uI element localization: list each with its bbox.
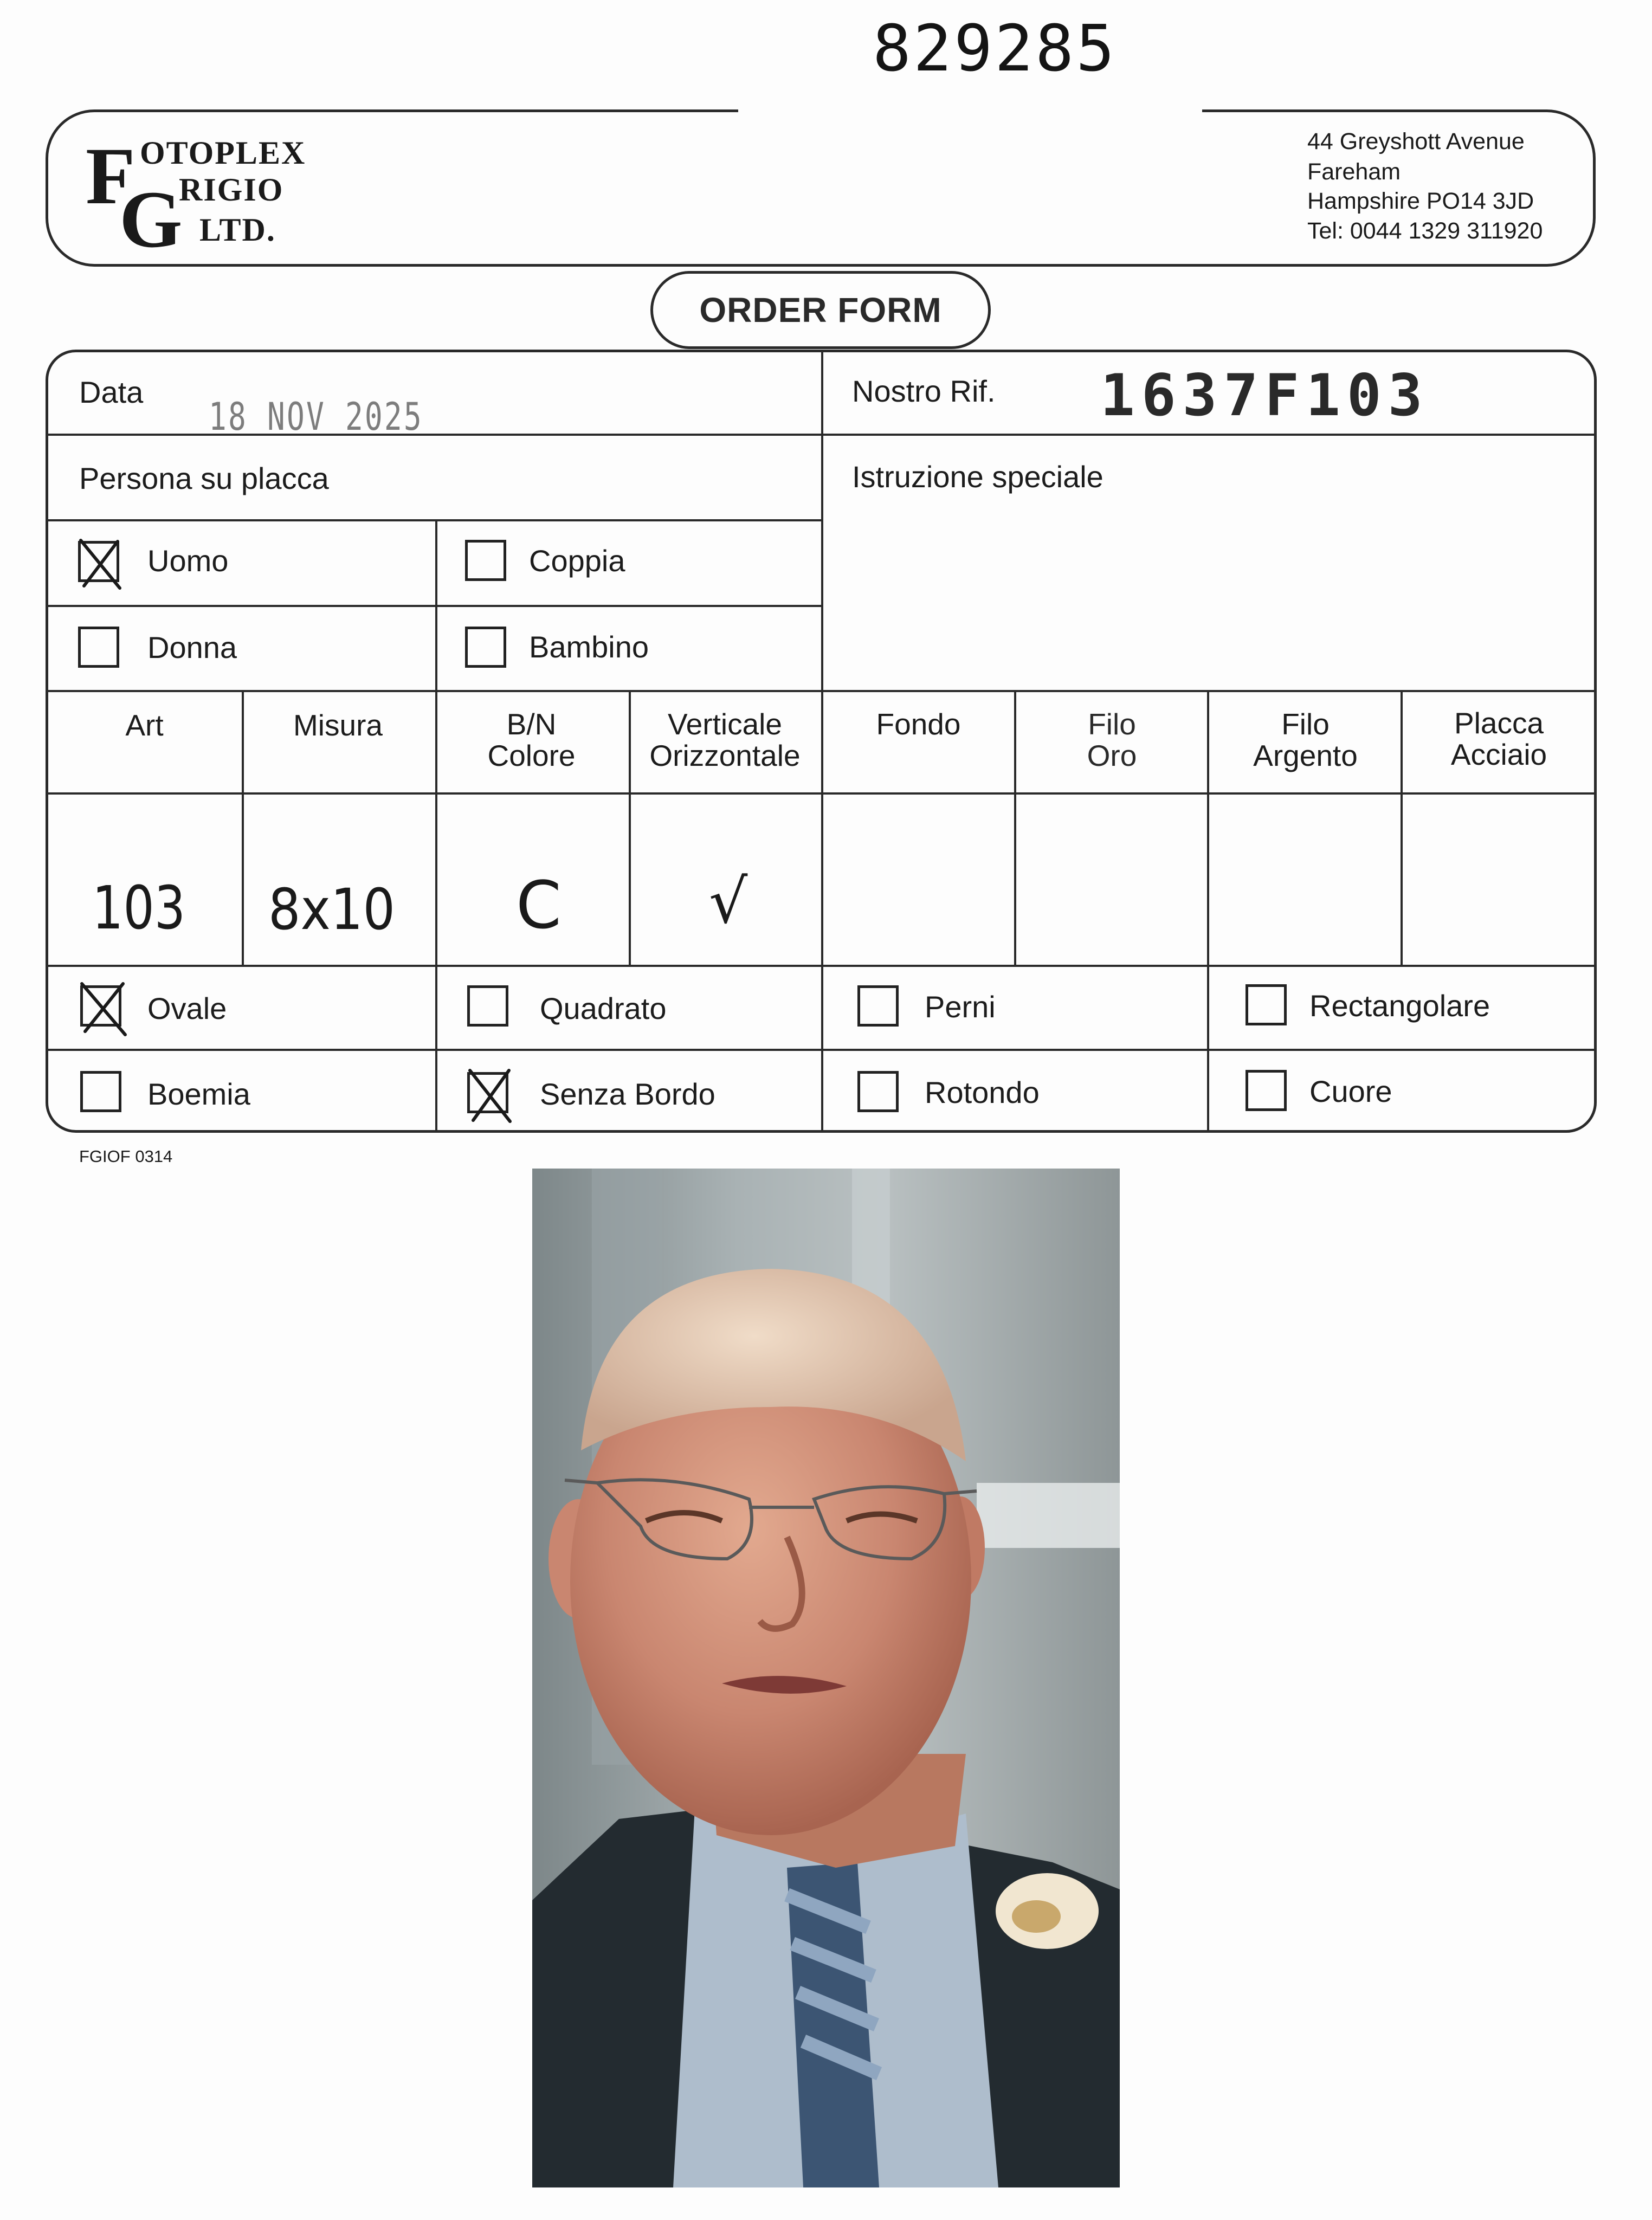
- person-label: Persona su placca: [79, 461, 329, 495]
- donna-label: Donna: [147, 630, 237, 664]
- date-stamp: 18 NOV 2025: [209, 395, 423, 439]
- rectangolare-checkbox[interactable]: [1246, 984, 1287, 1025]
- check-x-icon: [78, 980, 130, 1037]
- reference-label: Nostro Rif.: [852, 374, 996, 408]
- address-telephone: Tel: 0044 1329 311920: [1307, 218, 1543, 244]
- ovale-label: Ovale: [147, 991, 227, 1025]
- rotondo-checkbox[interactable]: [857, 1071, 899, 1112]
- column-header-filo-oro: Filo Oro: [1087, 707, 1137, 772]
- bn-colore-value[interactable]: C: [516, 868, 562, 944]
- senza-bordo-label: Senza Bordo: [540, 1077, 715, 1111]
- portrait-photo: [532, 1169, 1120, 2187]
- misura-value[interactable]: 8x10: [268, 876, 396, 943]
- column-header-verticale-orizzontale: Verticale Orizzontale: [649, 707, 801, 772]
- donna-checkbox[interactable]: [78, 627, 119, 668]
- date-label: Data: [79, 375, 144, 409]
- rotondo-label: Rotondo: [925, 1075, 1040, 1109]
- column-header-placca-acciaio: Placca Acciaio: [1450, 706, 1547, 771]
- cuore-label: Cuore: [1309, 1074, 1392, 1108]
- divider: [435, 519, 437, 690]
- uomo-checkbox[interactable]: [78, 541, 119, 582]
- logo-letter-f: F: [86, 131, 135, 221]
- senza-bordo-checkbox[interactable]: [467, 1072, 508, 1113]
- coppia-label: Coppia: [529, 544, 625, 578]
- boemia-checkbox[interactable]: [80, 1071, 121, 1112]
- uomo-label: Uomo: [147, 544, 229, 578]
- ovale-checkbox[interactable]: [80, 985, 121, 1027]
- rectangolare-label: Rectangolare: [1309, 989, 1490, 1023]
- bambino-checkbox[interactable]: [465, 627, 506, 668]
- art-value[interactable]: 103: [92, 873, 186, 943]
- cuore-checkbox[interactable]: [1246, 1070, 1287, 1111]
- reference-value: 1637F103: [1100, 362, 1429, 429]
- portrait-image: [532, 1169, 1120, 2187]
- perni-checkbox[interactable]: [857, 985, 899, 1027]
- order-number: 829285: [873, 11, 1117, 86]
- logo-line-1: OTOPLEX: [140, 135, 306, 171]
- quadrato-label: Quadrato: [540, 991, 667, 1025]
- quadrato-checkbox[interactable]: [467, 985, 508, 1027]
- address-line-2: Fareham: [1307, 159, 1401, 185]
- bambino-label: Bambino: [529, 630, 649, 664]
- logo-letter-g: G: [119, 175, 183, 264]
- special-instructions-label: Istruzione speciale: [852, 460, 1104, 494]
- address-line-3: Hampshire PO14 3JD: [1307, 188, 1534, 214]
- header-border-gap: [738, 103, 1202, 119]
- form-title: ORDER FORM: [650, 271, 991, 349]
- check-x-icon: [75, 536, 127, 592]
- form-code: FGIOF 0314: [79, 1147, 173, 1166]
- logo-line-2: RIGIO: [179, 172, 284, 208]
- logo-line-3: LTD.: [199, 212, 276, 248]
- column-header-filo-argento: Filo Argento: [1253, 707, 1358, 772]
- verticale-orizzontale-value[interactable]: √: [709, 867, 748, 937]
- column-header-fondo: Fondo: [876, 707, 961, 741]
- boemia-label: Boemia: [147, 1077, 250, 1111]
- column-header-bn-colore: B/N Colore: [487, 707, 576, 772]
- address-line-1: 44 Greyshott Avenue: [1307, 128, 1525, 154]
- perni-label: Perni: [925, 990, 996, 1024]
- column-header-art: Art: [125, 708, 164, 742]
- column-header-misura: Misura: [293, 708, 383, 742]
- coppia-checkbox[interactable]: [465, 540, 506, 581]
- check-x-icon: [464, 1067, 517, 1124]
